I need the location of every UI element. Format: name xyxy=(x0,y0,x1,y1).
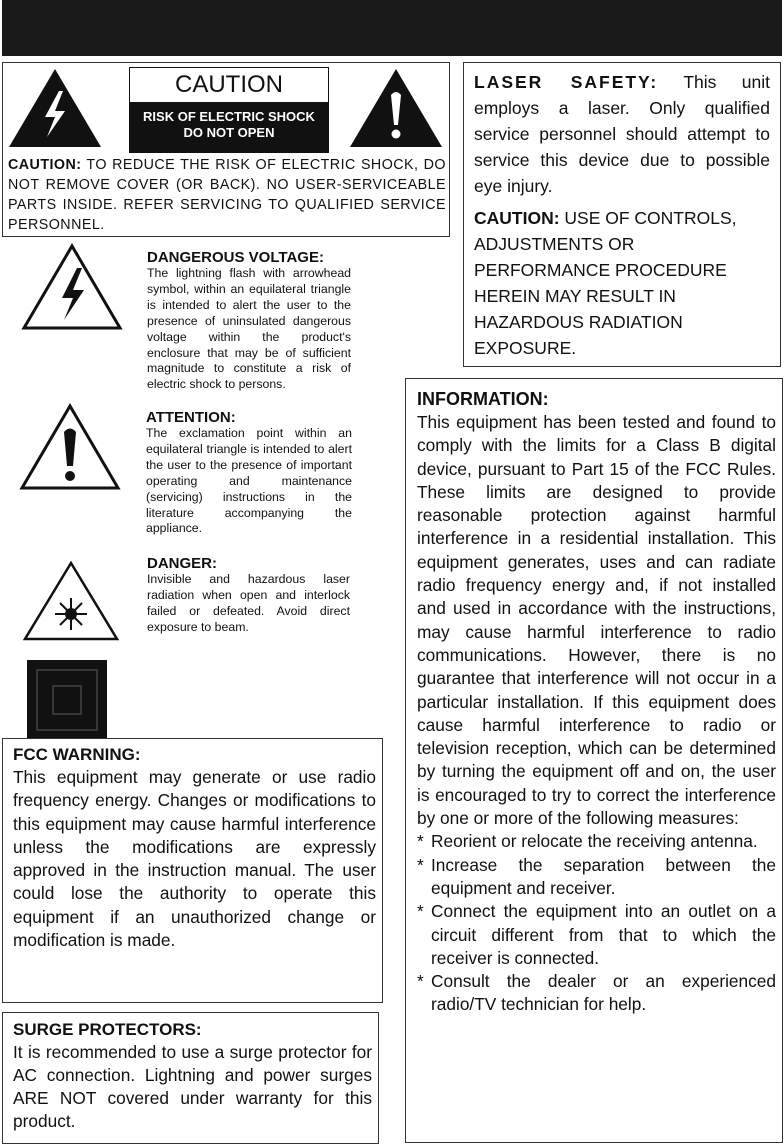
information-measures xyxy=(417,830,776,1016)
caution-label-line-2: DO NOT OPEN xyxy=(183,125,275,140)
laser-safety-box xyxy=(463,62,781,367)
bullet-star: * xyxy=(417,971,424,992)
laser-radiation-icon xyxy=(22,560,120,642)
laser-safety-lead: LASER SAFETY: xyxy=(474,72,659,92)
laser-safety-body: This unit employs a laser. Only qualified service personnel should attempt to service this device due to possible eye injury. xyxy=(474,72,770,196)
information-box xyxy=(405,378,783,1143)
measure-text: Connect the equipment into an outlet on a circuit different from that to which the receiver is connected. xyxy=(431,901,776,968)
dangerous-voltage-title: DANGEROUS VOLTAGE: xyxy=(147,249,324,266)
surge-protectors-box xyxy=(2,1012,379,1144)
fcc-warning-title: FCC WARNING: xyxy=(13,745,141,764)
surge-protectors-title: SURGE PROTECTORS: xyxy=(13,1020,202,1039)
caution-text-body: TO REDUCE THE RISK OF ELECTRIC SHOCK, DO NOT REMOVE COVER (OR BACK). NO USER-SERVICEABLE PARTS INSIDE. REFER SERVICING TO QUALIFIED SERVICE PERSONNEL. xyxy=(8,157,446,233)
caution-label-warning xyxy=(130,102,328,152)
caution-text-lead: CAUTION: xyxy=(8,157,82,173)
measure-item xyxy=(417,854,776,901)
danger-note xyxy=(147,556,350,636)
attention-note xyxy=(146,410,352,537)
measure-text: Consult the dealer or an experienced radio/TV technician for help. xyxy=(431,971,776,1015)
bullet-star: * xyxy=(417,901,424,922)
bullet-star: * xyxy=(417,831,424,852)
caution-label-line-1: RISK OF ELECTRIC SHOCK xyxy=(143,109,315,124)
dangerous-voltage-icon xyxy=(20,242,124,332)
measure-item xyxy=(417,900,776,970)
danger-text: Invisible and hazardous laser radiation when open and interlock failed or defeated. Avoid direct exposure to beam. xyxy=(147,572,350,634)
fcc-warning-body: This equipment may generate or use radio frequency energy. Changes or modifications to this equipment may cause harmful interference unless the modifications are expressly approved in the instruction manual. The user could lose the authority to operate this equipment if an unauthorized change or modification is made. xyxy=(13,767,376,951)
dangerous-voltage-note xyxy=(147,250,351,393)
double-insulation-icon xyxy=(27,660,107,740)
lightning-triangle-icon xyxy=(7,67,103,149)
fcc-warning-box xyxy=(2,738,383,1003)
caution-box xyxy=(2,62,450,237)
information-title: INFORMATION: xyxy=(417,389,549,409)
measure-text: Increase the separation between the equipment and receiver. xyxy=(431,854,776,898)
measure-text: Reorient or relocate the receiving antenna. xyxy=(431,831,758,852)
exclamation-triangle-icon xyxy=(348,67,444,149)
laser-caution-body: USE OF CONTROLS, ADJUSTMENTS OR PERFORMANCE PROCEDURE HEREIN MAY RESULT IN HAZARDOUS RADIATION EXPOSURE. xyxy=(474,208,737,358)
danger-title: DANGER: xyxy=(147,555,217,572)
dangerous-voltage-text: The lightning flash with arrowhead symbol, within an equilateral triangle is intended to alert the user to the presence of uninsulated dangerous voltage within the product's enclosure that may be of sufficient magnitude to constitute a risk of electric shock to persons. xyxy=(147,266,351,392)
laser-caution-lead: CAUTION: xyxy=(474,208,560,228)
measure-item xyxy=(417,970,776,1017)
surge-protectors-body: It is recommended to use a surge protector for AC connection. Lightning and power surges ARE NOT covered under warranty for this product. xyxy=(13,1042,372,1131)
laser-safety-text xyxy=(474,69,770,199)
caution-label-title: CAUTION xyxy=(175,71,283,98)
caution-label xyxy=(129,67,329,153)
laser-caution-text xyxy=(474,205,770,361)
information-body: This equipment has been tested and found to comply with the limits for a Class B digital device, pursuant to Part 15 of the FCC Rules. These limits are designed to provide reasonable protection against harmful interference in a residential installation. This equipment generates, uses and can radiate radio frequency energy and, if not installed and used in accordance with the instructions, may cause harmful interference to radio communications. However, there is no guarantee that interference will not occur in a particular installation. If this equipment does cause harmful interference to radio or television reception, which can be determined by turning the equipment off and on, the user is encouraged to try to correct the interference by one or more of the following measures: xyxy=(417,412,776,829)
attention-icon xyxy=(18,402,122,492)
attention-title: ATTENTION: xyxy=(146,409,236,426)
header-bar xyxy=(2,0,782,56)
caution-text xyxy=(8,155,446,235)
bullet-star: * xyxy=(417,854,424,875)
measure-item xyxy=(417,830,776,853)
attention-text: The exclamation point within an equilateral triangle is intended to alert the user to the presence of important operating and maintenance (servicing) instructions in the literature accompanying the appliance. xyxy=(146,426,352,536)
